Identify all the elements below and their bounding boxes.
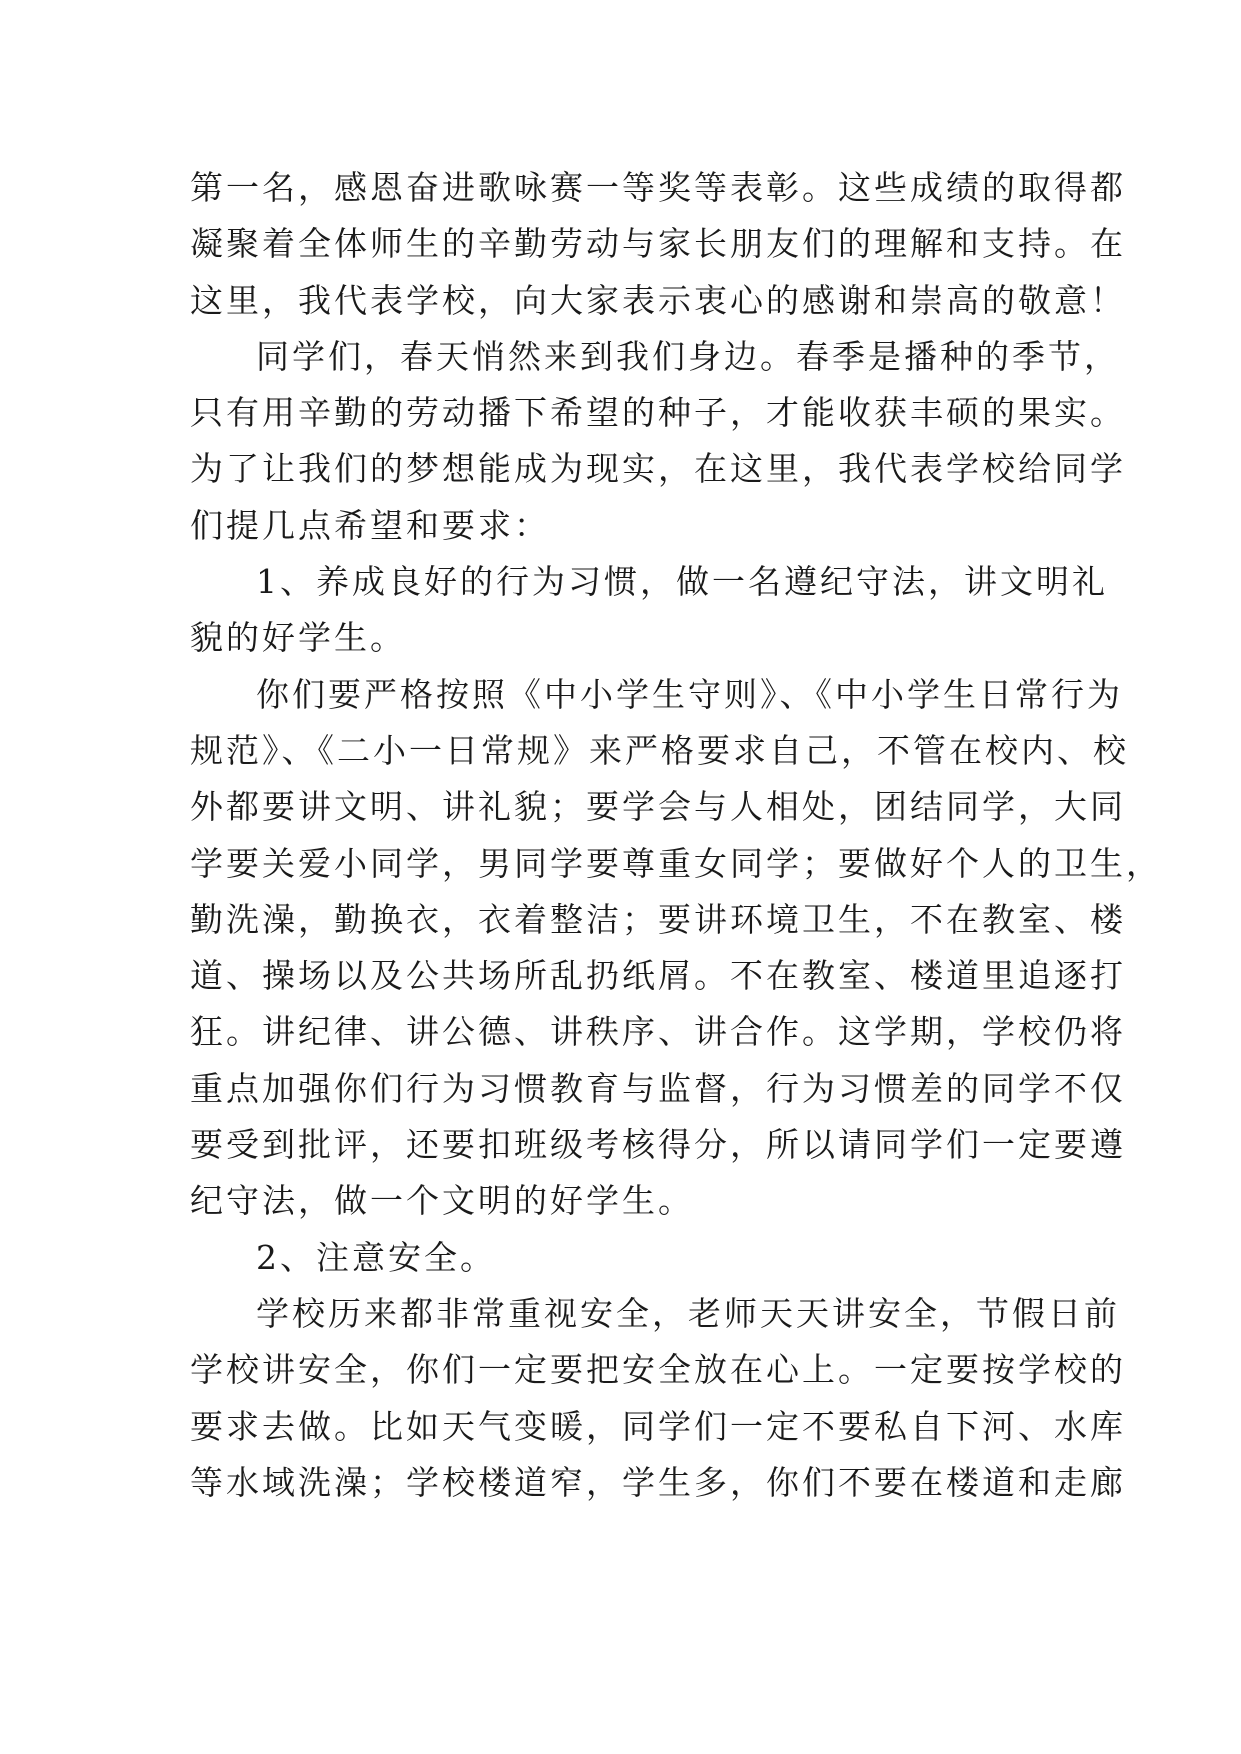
- text-line: 为了让我们的梦想能成为现实，在这里，我代表学校给同学: [190, 449, 1126, 489]
- text-line: 勤洗澡，勤换衣，衣着整洁；要讲环境卫生，不在教室、楼: [190, 899, 1126, 939]
- text-line: 同学们，春天悄然来到我们身边。春季是播种的季节，: [256, 336, 1120, 376]
- document-body: [190, 160, 1162, 1511]
- text-line: 貌的好学生。: [190, 618, 406, 658]
- text-line: 要求去做。比如天气变暖，同学们一定不要私自下河、水库: [190, 1406, 1126, 1446]
- text-line: 这里，我代表学校，向大家表示衷心的感谢和崇高的敬意！: [190, 280, 1126, 320]
- text-line: 学要关爱小同学，男同学要尊重女同学；要做好个人的卫生，: [190, 843, 1162, 883]
- text-line: 学校讲安全，你们一定要把安全放在心上。一定要按学校的: [190, 1350, 1126, 1390]
- text-line: 学校历来都非常重视安全，老师天天讲安全，节假日前: [256, 1293, 1120, 1333]
- text-line: 重点加强你们行为习惯教育与监督，行为习惯差的同学不仅: [190, 1068, 1126, 1108]
- text-line: 2、注意安全。: [256, 1237, 496, 1277]
- text-line: 们提几点希望和要求：: [190, 505, 550, 545]
- text-line: 纪守法，做一个文明的好学生。: [190, 1181, 694, 1221]
- text-line: 你们要严格按照《中小学生守则》、《中小学生日常行为: [256, 674, 1123, 714]
- text-line: 只有用辛勤的劳动播下希望的种子，才能收获丰硕的果实。: [190, 393, 1126, 433]
- text-line: 等水域洗澡；学校楼道窄，学生多，你们不要在楼道和走廊: [190, 1462, 1126, 1502]
- text-line: 第一名，感恩奋进歌咏赛一等奖等表彰。这些成绩的取得都: [190, 168, 1126, 207]
- text-line: 要受到批评，还要扣班级考核得分，所以请同学们一定要遵: [190, 1125, 1126, 1165]
- text-line: 狂。讲纪律、讲公德、讲秩序、讲合作。这学期，学校仍将: [190, 1012, 1126, 1052]
- text-line: 规范》、《二小一日常规》来严格要求自己，不管在校内、校: [190, 730, 1129, 770]
- text-line: 外都要讲文明、讲礼貌；要学会与人相处，团结同学，大同: [190, 787, 1126, 827]
- text-line: 凝聚着全体师生的辛勤劳动与家长朋友们的理解和支持。在: [190, 224, 1126, 264]
- text-line: 道、操场以及公共场所乱扔纸屑。不在教室、楼道里追逐打: [190, 956, 1126, 996]
- text-line: 1、养成良好的行为习惯，做一名遵纪守法，讲文明礼: [256, 562, 1108, 602]
